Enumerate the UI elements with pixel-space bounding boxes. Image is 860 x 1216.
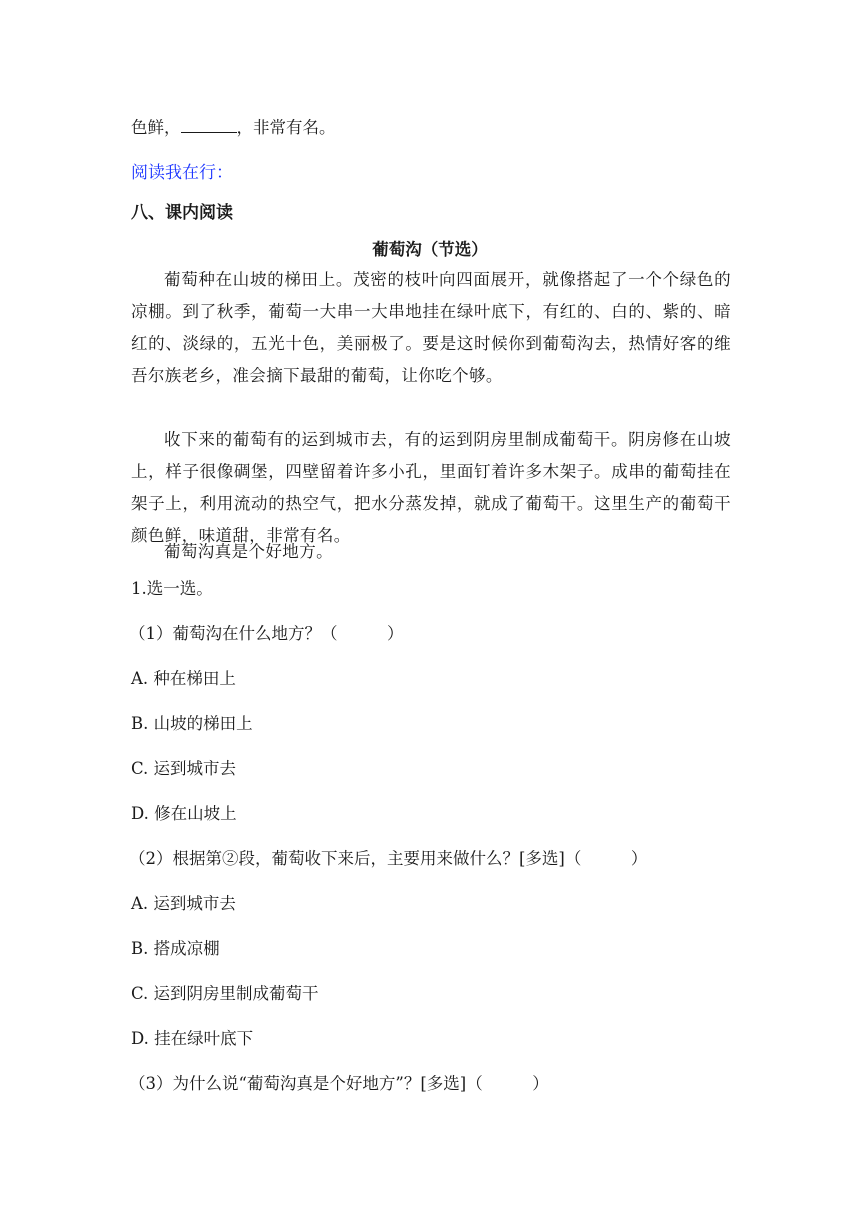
- fill-in-line: [131, 118, 336, 138]
- fill-in-before: 色鲜，: [131, 118, 181, 137]
- question-2-option-c[interactable]: C. 运到阴房里制成葡萄干: [131, 984, 319, 1003]
- question-3-stem: （3）为什么说“葡萄沟真是个好地方”？[多选]（ ）: [129, 1074, 549, 1093]
- passage-paragraph-1: 葡萄种在山坡的梯田上。茂密的枝叶向四面展开，就像搭起了一个个绿色的凉棚。到了秋季，葡萄一大串一大串地挂在绿叶底下，有红的、白的、紫的、暗红的、淡绿的，五光十色，美丽极了。要是这时候你到葡萄沟去，热情好客的维吾尔族老乡，准会摘下最甜的葡萄，让你吃个够。: [131, 270, 731, 385]
- question-1-option-a[interactable]: A. 种在梯田上: [131, 669, 236, 688]
- question-2-option-d[interactable]: D. 挂在绿叶底下: [131, 1029, 254, 1048]
- question-2-option-a[interactable]: A. 运到城市去: [131, 894, 236, 913]
- answer-blank[interactable]: [181, 118, 237, 133]
- question-2-option-b[interactable]: B. 搭成凉棚: [131, 939, 220, 958]
- question-1-option-d[interactable]: D. 修在山坡上: [131, 804, 237, 823]
- passage-paragraph-3: 葡萄沟真是个好地方。: [164, 542, 333, 561]
- question-1-option-c[interactable]: C. 运到城市去: [131, 759, 237, 778]
- reading-heading: 阅读我在行：: [131, 163, 233, 183]
- task-label: 1.选一选。: [131, 579, 213, 598]
- passage-title: 葡萄沟（节选）: [372, 240, 488, 259]
- question-2-stem: （2）根据第②段，葡萄收下来后，主要用来做什么？[多选]（ ）: [129, 849, 648, 868]
- fill-in-after: ，非常有名。: [236, 118, 336, 137]
- passage-paragraph-2: 收下来的葡萄有的运到城市去，有的运到阴房里制成葡萄干。阴房修在山坡上，样子很像碉堡，四壁留着许多小孔，里面钉着许多木架子。成串的葡萄挂在架子上，利用流动的热空气，把水分蒸发掉，就成了葡萄干。这里生产的葡萄干颜色鲜，味道甜，非常有名。: [131, 430, 731, 545]
- section-heading: 八、课内阅读: [131, 203, 233, 223]
- question-1-stem: （1）葡萄沟在什么地方？（ ）: [129, 624, 404, 643]
- question-1-option-b[interactable]: B. 山坡的梯田上: [131, 714, 253, 733]
